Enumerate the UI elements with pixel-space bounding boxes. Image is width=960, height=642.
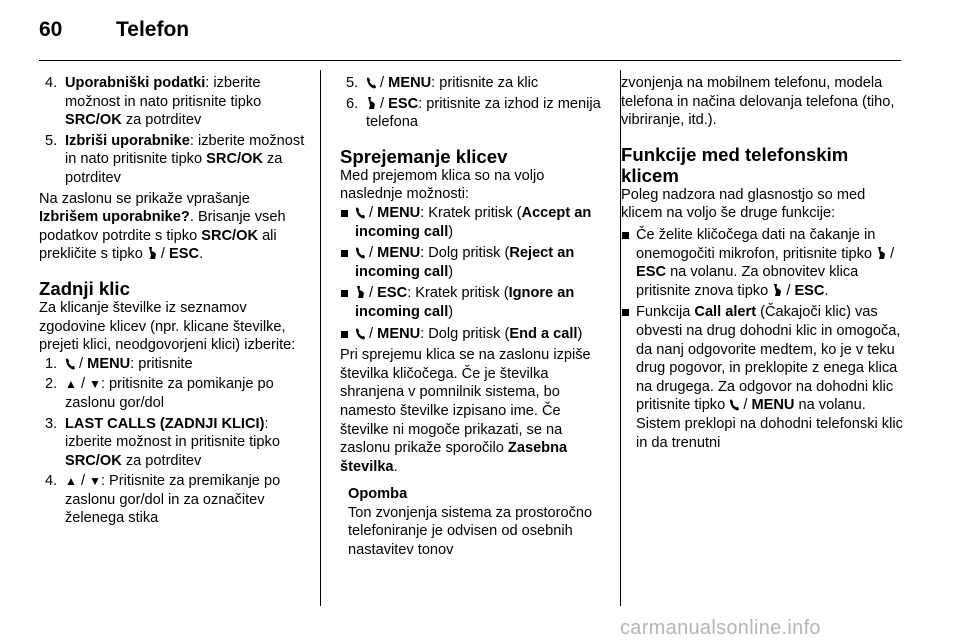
bullet-icon — [341, 250, 348, 257]
phone-call-icon — [355, 246, 365, 259]
paragraph: Za klicanje številke iz seznamov zgodovine klicev (npr. klicane številke, prejeti klici, neodgovorjeni klici) izberite: — [39, 299, 296, 354]
page-number: 60 — [39, 18, 63, 41]
page-header — [0, 0, 960, 62]
list-item: Funkcija Call alert (Čakajoči klic) vas obvesti na drug dohodni klic in omogoča, da nanj odgovorite medtem, ko je v teku drug pogovor, in preklopite z enega klica na drugega. Za odgovor na dohodni klic pritisnite tipko / MENU na volanu. Sistem preklopi na dohodni telefonski klic in da trenutni — [621, 303, 906, 452]
list-item: 3. LAST CALLS (ZADNJI KLICI): izberite možnost in pritisnite tipko SRC/OK za potrditev — [45, 415, 280, 469]
bullet-icon — [622, 309, 629, 316]
phone-call-icon — [729, 398, 739, 411]
phone-end-icon — [772, 284, 782, 297]
list-item: / MENU: Kratek pritisk (Accept an incoming call) — [340, 204, 605, 241]
column-right — [621, 74, 906, 455]
note-text: Ton zvonjenja sistema za prostoročno telefoniranje je odvisen od osebnih nastavitev tonov — [348, 504, 593, 559]
list-item: / MENU: Dolg pritisk (Reject an incoming call) — [340, 244, 605, 281]
bullet-icon — [341, 331, 348, 338]
section-heading: Funkcije med telefonskim klicem — [621, 143, 849, 186]
arrow-down-icon: ▼ — [89, 474, 101, 489]
list-item: 1. / MENU: pritisnite — [45, 355, 193, 372]
list-item: 2. ▲ / ▼: pritisnite za pomikanje po zaslonu gor/dol — [45, 376, 274, 411]
phone-call-icon — [65, 357, 75, 370]
phone-call-icon — [366, 76, 376, 89]
list-item: 4. ▲ / ▼: Pritisnite za premikanje po zaslonu gor/dol in za označitev želenega stika — [45, 473, 281, 527]
paragraph: Na zaslonu se prikaže vprašanje Izbrišem uporabnike?. Brisanje vseh podatkov potrdite s tipko SRC/OK ali prekličite s tipko / ESC. — [39, 190, 286, 263]
arrow-up-icon: ▲ — [65, 474, 77, 489]
paragraph: Poleg nadzora nad glasnostjo so med klicem na voljo še druge funkcije: — [621, 186, 866, 222]
phone-end-icon — [876, 247, 886, 260]
list-item: Če želite kličočega dati na čakanje in onemogočiti mikrofon, pritisnite tipko / ESC na volanu. Za obnovitev klica pritisnite znova tipko / ESC. — [621, 226, 906, 300]
column-left — [39, 74, 307, 530]
note-box — [340, 485, 605, 559]
list-item: 5. Izbriši uporabnike: izberite možnost in nato pritisnite tipko SRC/OK za potrditev — [45, 132, 305, 186]
list-item: / ESC: Kratek pritisk (Ignore an incoming call) — [340, 284, 605, 321]
column-middle — [340, 74, 605, 560]
phone-end-icon — [366, 97, 376, 110]
phone-call-icon — [355, 206, 365, 219]
section-heading: Zadnji klic — [39, 277, 130, 299]
list-item: 5. / MENU: pritisnite za klic — [346, 75, 539, 91]
phone-end-icon — [147, 247, 157, 260]
paragraph: Med prejemom klica so na voljo naslednje možnosti: — [340, 167, 545, 203]
note-title: Opomba — [348, 486, 408, 503]
column-divider — [320, 70, 321, 606]
list-item: / MENU: Dolg pritisk (End a call) — [340, 325, 605, 344]
paragraph: zvonjenja na mobilnem telefonu, modela telefona in načina delovanja telefona (tiho, vibriranje, itd.). — [621, 75, 895, 129]
bullet-icon — [622, 232, 629, 239]
watermark: carmanualsonline.info — [620, 617, 821, 639]
section-heading: Sprejemanje klicev — [340, 145, 508, 167]
arrow-down-icon: ▼ — [89, 377, 101, 392]
phone-end-icon — [355, 286, 365, 299]
list-item: 4. Uporabniški podatki: izberite možnost in nato pritisnite tipko SRC/OK za potrditev — [45, 75, 262, 129]
page-title: Telefon — [116, 18, 190, 41]
phone-call-icon — [355, 327, 365, 340]
bullet-icon — [341, 210, 348, 217]
list-item: 6. / ESC: pritisnite za izhod iz menija telefona — [346, 95, 601, 131]
bullet-icon — [341, 290, 348, 297]
paragraph: Pri sprejemu klica se na zaslonu izpiše številka kličočega. Če je številka shranjena v pomnilnik sistema, bo namesto številke izpisano ime. Če številke ni mogoče prikazati, se na zaslonu prikaže sporočilo Zasebna številka. — [340, 347, 591, 475]
arrow-up-icon: ▲ — [65, 377, 77, 392]
header-rule — [39, 60, 901, 61]
